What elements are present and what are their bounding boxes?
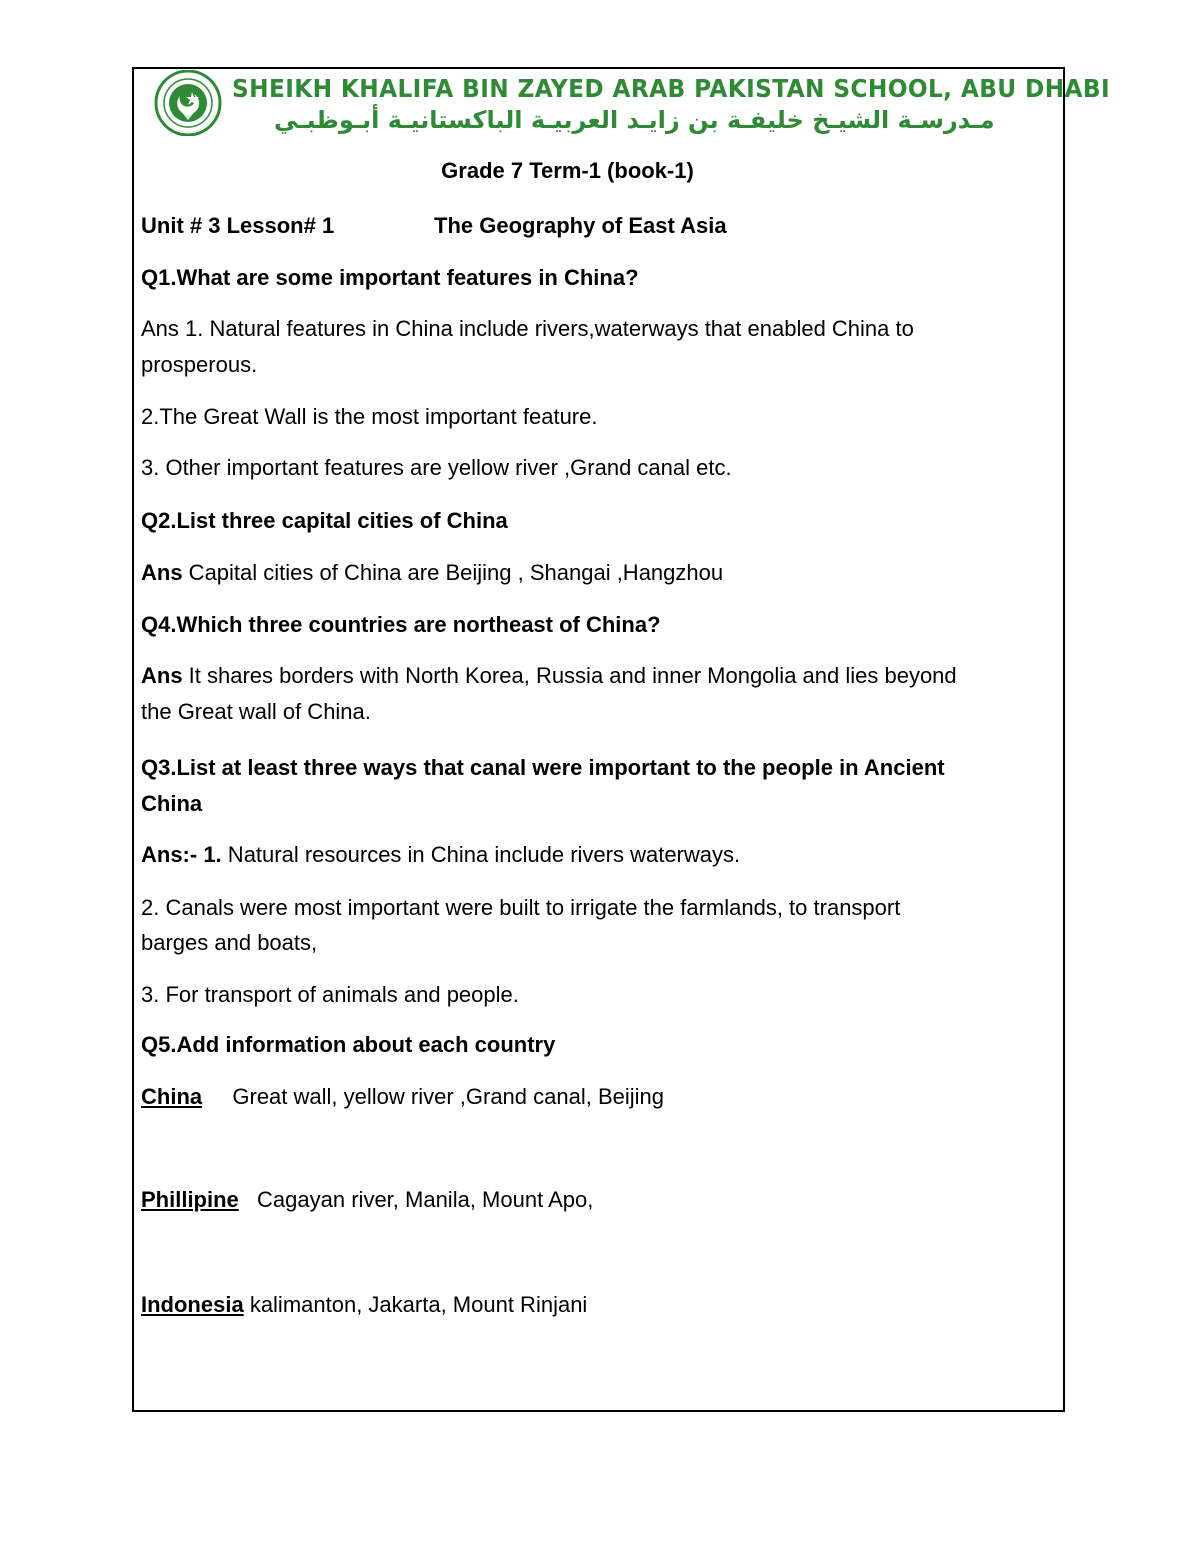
q3-point-2-line-2: barges and boats, [141,930,318,955]
q3-answer-text: Natural resources in China include rivers waterways. [221,842,741,867]
q1-point-3: 3. Other important features are yellow river ,Grand canal etc. [141,455,732,480]
lesson-title: The Geography of East Asia [434,213,727,238]
country-info: kalimanton, Jakarta, Mount Rinjani [249,1292,588,1317]
q2-answer-label: Ans [141,560,183,585]
country-info: Cagayan river, Manila, Mount Apo, [257,1187,594,1212]
q3-point-2-line-1: 2. Canals were most important were built to irrigate the farmlands, to transport [141,895,901,920]
school-header [154,70,1111,140]
q4-question: Q4.Which three countries are northeast of China? [141,612,661,637]
q2-answer [141,555,723,591]
country-row-phillipine [141,1182,593,1218]
q3-question-line-1: Q3.List at least three ways that canal were important to the people in Ancient [141,755,945,780]
q4-answer-line-1 [141,658,957,694]
q5-question: Q5.Add information about each country [141,1032,556,1057]
school-name-english: SHEIKH KHALIFA BIN ZAYED ARAB PAKISTAN SCHOOL, ABU DHABI [232,74,1111,103]
q1-question: Q1.What are some important features in China? [141,265,639,290]
school-name-arabic: مـدرسـة الشيـخ خليفـة بن زايـد العربيـة الباكستانيـة أبـوظبـي [274,106,995,134]
q1-point-2: 2.The Great Wall is the most important feature. [141,404,598,429]
unit-label: Unit # 3 Lesson# 1 [141,213,335,238]
q3-answer-line-1 [141,837,740,873]
q4-answer-text: It shares borders with North Korea, Russia and inner Mongolia and lies beyond [182,663,957,688]
q1-answer-line-1: Ans 1. Natural features in China include rivers,waterways that enabled China to [141,316,914,341]
country-row-china [141,1079,664,1115]
country-name: Phillipine [141,1187,239,1212]
q3-point-3: 3. For transport of animals and people. [141,982,519,1007]
country-row-indonesia [141,1287,587,1323]
country-name: China [141,1084,203,1109]
q2-question: Q2.List three capital cities of China [141,508,508,533]
q4-answer-label: Ans [141,663,183,688]
document-title: Grade 7 Term-1 (book-1) [441,158,694,183]
country-name: Indonesia [141,1292,244,1317]
q4-answer-line-2: the Great wall of China. [141,699,371,724]
q3-question-line-2: China [141,791,203,816]
q3-answer-label: Ans:- 1. [141,842,222,867]
school-logo-icon [154,70,222,136]
q1-answer-line-2: prosperous. [141,352,258,377]
country-info: Great wall, yellow river ,Grand canal, Beijing [232,1084,664,1109]
q2-answer-text: Capital cities of China are Beijing , Shangai ,Hangzhou [182,560,724,585]
